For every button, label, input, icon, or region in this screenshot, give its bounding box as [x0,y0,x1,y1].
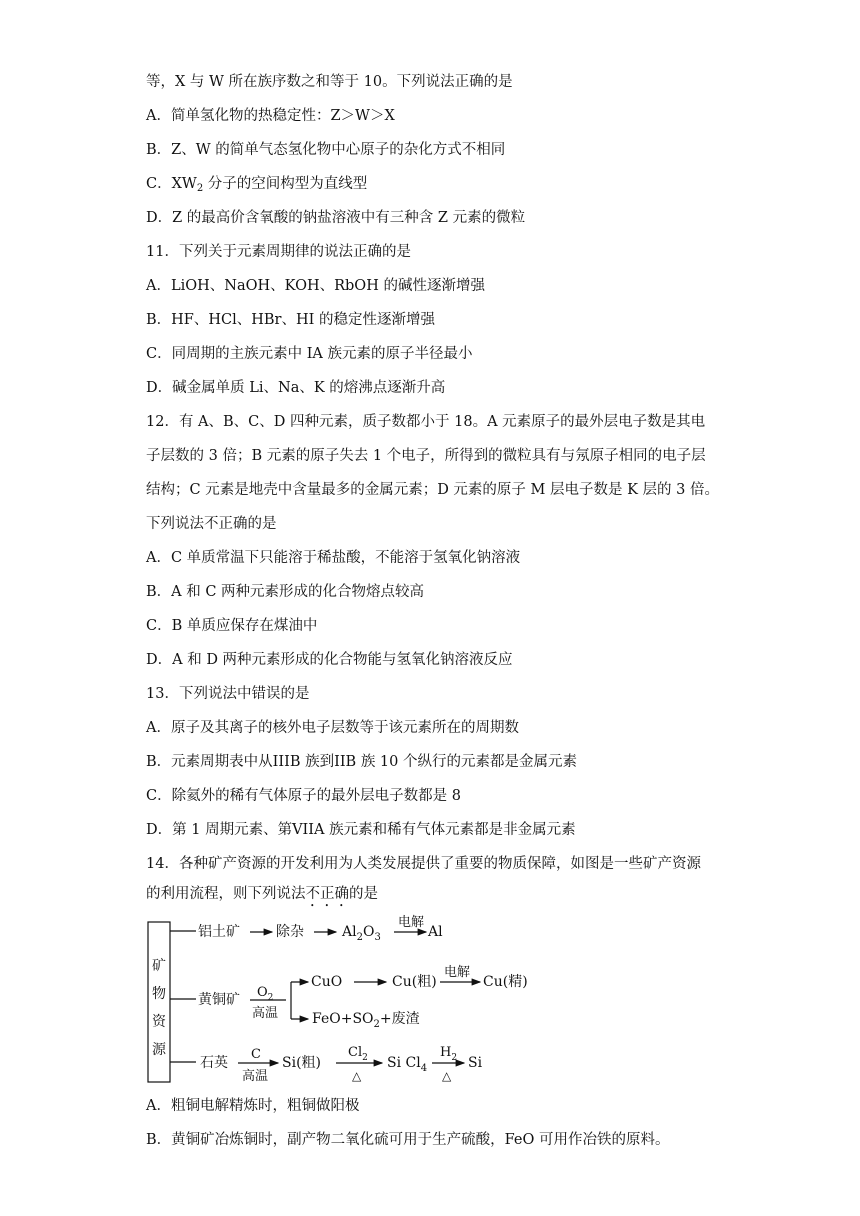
carbon-condition: C [251,1047,261,1062]
silicon-label: Si [468,1055,483,1071]
q10-option-c: C．$XW_2$ 分子的空间构型为直线型 [146,176,368,194]
q13-option-d: D．第 1 周期元素、第VIIA 族元素和稀有气体元素都是非金属元素 [146,822,576,838]
q12-stem-line-1: 12．有 A、B、C、D 四种元素，质子数都小于 18。A 元素原子的最外层电子数是其电 [146,414,706,430]
byproducts-label: $FeO+SO_2+$废渣 [312,1011,420,1030]
q13-option-b: B．元素周期表中从IIIB 族到IIB 族 10 个纵行的元素都是金属元素 [146,754,577,770]
electrolysis-label-2: 电解 [444,965,471,980]
q10-stem-tail: 等，X 与 W 所在族序数之和等于 10。下列说法正确的是 [146,74,513,90]
chalcopyrite-label: 黄铜矿 [198,992,240,1008]
q12-stem-line-2: 子层数的 3 倍；B 元素的原子失去 1 个电子，所得到的微粒具有与氖原子相同的电子层 [146,448,706,464]
q14-emphasis-not-correct: 不正确 [305,886,349,902]
q12-option-c: C．B 单质应保存在煤油中 [146,618,318,634]
aluminum-label: Al [428,924,443,940]
q12-stem-line-4: 下列说法不正确的是 [146,516,277,532]
quartz-label: 石英 [200,1055,228,1071]
box-char-2: 物 [152,986,166,1002]
q10-option-b: B．Z、W 的简单气态氢化物中心原子的杂化方式不相同 [146,142,506,158]
chlorine-condition: $Cl_2$ [348,1045,368,1063]
mineral-flow-svg [146,912,566,1092]
crude-copper-label: Cu(粗) [392,974,437,990]
heat-condition-1: △ [352,1069,362,1083]
q12-stem-line-3: 结构；C 元素是地壳中含量最多的金属元素；D 元素的原子 M 层电子数是 K 层的 3 倍。 [146,482,719,498]
oxygen-condition: $O_2$ [257,985,274,1003]
crude-silicon-label: Si(粗) [282,1055,321,1071]
hydrogen-condition: $H_2$ [440,1045,458,1063]
mineral-resources-box [148,922,170,1082]
q13-option-a: A．原子及其离子的核外电子层数等于该元素所在的周期数 [146,720,519,736]
q11-option-b: B．HF、HCl、HBr、HI 的稳定性逐渐增强 [146,312,435,328]
electrolysis-label-1: 电解 [398,915,425,930]
high-temp-condition-2: 高温 [242,1069,269,1084]
heat-condition-2: △ [442,1069,452,1083]
mineral-flow-diagram [146,912,566,1092]
q12-option-d: D．A 和 D 两种元素形成的化合物能与氢氧化钠溶液反应 [146,652,513,668]
q13-option-c: C．除氦外的稀有气体原子的最外层电子数都是 8 [146,788,461,804]
high-temp-condition-1: 高温 [252,1006,279,1021]
q11-option-d: D．碱金属单质 Li、Na、K 的熔沸点逐渐升高 [146,380,446,396]
q13-stem: 13．下列说法中错误的是 [146,686,310,702]
box-char-4: 源 [152,1042,166,1058]
q11-stem: 11．下列关于元素周期律的说法正确的是 [146,244,411,260]
q11-option-a: A．LiOH、NaOH、KOH、RbOH 的碱性逐渐增强 [146,278,485,294]
q14-option-a: A．粗铜电解精炼时，粗铜做阳极 [146,1098,360,1114]
refined-copper-label: Cu(精) [483,974,528,990]
impurity-removal-label: 除杂 [276,924,304,940]
q11-option-c: C．同周期的主族元素中 IA 族元素的原子半径最小 [146,346,473,362]
box-char-1: 矿 [152,958,166,974]
q10-option-d: D．Z 的最高价含氧酸的钠盐溶液中有三种含 Z 元素的微粒 [146,210,526,226]
q12-option-a: A．C 单质常温下只能溶于稀盐酸，不能溶于氢氧化钠溶液 [146,550,521,566]
q12-option-b: B．A 和 C 两种元素形成的化合物熔点较高 [146,584,425,600]
alumina-label: $Al_2O_3$ [342,924,381,943]
bauxite-label: 铝土矿 [198,924,240,940]
box-char-3: 资 [152,1014,166,1030]
q14-stem-line-1: 14．各种矿产资源的开发利用为人类发展提供了重要的物质保障，如图是一些矿产资源 [146,856,701,872]
sicl4-label: Si $Cl_4$ [387,1055,428,1074]
q14-stem-line-2: 的利用流程，则下列说法不正确的是 [146,886,378,902]
q10-option-a: A．简单氢化物的热稳定性：Z＞W＞X [146,108,395,124]
cuo-label: CuO [311,974,343,990]
q14-option-b: B．黄铜矿冶炼铜时，副产物二氧化硫可用于生产硫酸，FeO 可用作冶铁的原料。 [146,1132,670,1148]
